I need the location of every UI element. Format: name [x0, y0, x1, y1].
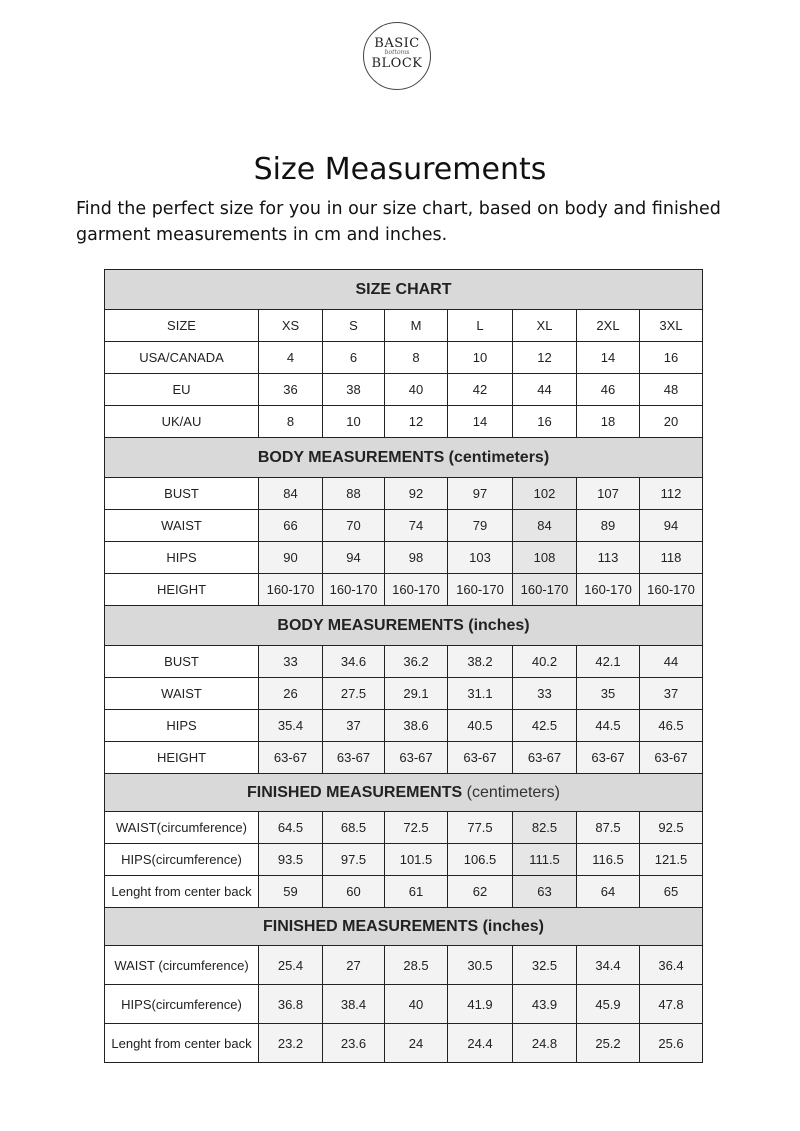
- table-cell: 35.4: [259, 710, 323, 742]
- table-cell: 25.6: [640, 1024, 703, 1063]
- row-label: WAIST(circumference): [105, 812, 259, 844]
- table-cell: 89: [577, 510, 640, 542]
- table-cell: 29.1: [385, 678, 448, 710]
- row-label: WAIST: [105, 678, 259, 710]
- row-label: SIZE: [105, 310, 259, 342]
- section-title-unit: (centimeters): [466, 783, 560, 801]
- row-label: BUST: [105, 478, 259, 510]
- logo-text-script: bottoms: [384, 49, 410, 56]
- table-cell: 10: [323, 406, 385, 438]
- table-cell: 160-170: [640, 574, 703, 606]
- table-cell: 3XL: [640, 310, 703, 342]
- row-label: BUST: [105, 646, 259, 678]
- table-cell: 160-170: [323, 574, 385, 606]
- table-cell: 38: [323, 374, 385, 406]
- section-title: FINISHED MEASUREMENTS: [247, 783, 467, 801]
- row-label: HEIGHT: [105, 742, 259, 774]
- table-cell: XS: [259, 310, 323, 342]
- section-row: [105, 438, 703, 478]
- table-cell: 61: [385, 876, 448, 908]
- table-cell: 8: [385, 342, 448, 374]
- table-cell: 34.4: [577, 946, 640, 985]
- table-cell: 160-170: [513, 574, 577, 606]
- table-cell: 16: [640, 342, 703, 374]
- table-cell: 23.6: [323, 1024, 385, 1063]
- table-cell: 38.6: [385, 710, 448, 742]
- table-cell: 92: [385, 478, 448, 510]
- logo-text-top: BASIC: [374, 36, 420, 51]
- table-cell: 36.2: [385, 646, 448, 678]
- table-cell: L: [448, 310, 513, 342]
- table-cell: 4: [259, 342, 323, 374]
- row-label: Lenght from center back: [105, 876, 259, 908]
- table-row: [105, 310, 703, 342]
- row-label: WAIST: [105, 510, 259, 542]
- table-row: [105, 812, 703, 844]
- table-row: [105, 742, 703, 774]
- table-cell: M: [385, 310, 448, 342]
- table-cell: 112: [640, 478, 703, 510]
- section-header: [105, 908, 703, 946]
- table-cell: 103: [448, 542, 513, 574]
- table-cell: 42.1: [577, 646, 640, 678]
- logo-text-bottom: BLOCK: [371, 56, 423, 71]
- table-cell: 16: [513, 406, 577, 438]
- table-cell: 38.2: [448, 646, 513, 678]
- table-cell: 63-67: [448, 742, 513, 774]
- table-cell: 64: [577, 876, 640, 908]
- table-cell: 82.5: [513, 812, 577, 844]
- row-label: Lenght from center back: [105, 1024, 259, 1063]
- row-label: HIPS: [105, 542, 259, 574]
- table-cell: 72.5: [385, 812, 448, 844]
- table-cell: 14: [448, 406, 513, 438]
- section-title: SIZE CHART: [355, 280, 452, 298]
- size-chart-header-row: [105, 270, 703, 310]
- table-cell: 36.8: [259, 985, 323, 1024]
- table-cell: 74: [385, 510, 448, 542]
- table-cell: 20: [640, 406, 703, 438]
- table-cell: 94: [323, 542, 385, 574]
- table-cell: 107: [577, 478, 640, 510]
- table-cell: 108: [513, 542, 577, 574]
- table-row: [105, 542, 703, 574]
- table-row: [105, 985, 703, 1024]
- table-cell: 93.5: [259, 844, 323, 876]
- table-cell: 24: [385, 1024, 448, 1063]
- table-cell: 38.4: [323, 985, 385, 1024]
- table-cell: 62: [448, 876, 513, 908]
- table-cell: 40.5: [448, 710, 513, 742]
- table-row: [105, 406, 703, 438]
- table-cell: 37: [323, 710, 385, 742]
- row-label: UK/AU: [105, 406, 259, 438]
- table-cell: 32.5: [513, 946, 577, 985]
- table-cell: 59: [259, 876, 323, 908]
- table-cell: 88: [323, 478, 385, 510]
- table-row: [105, 510, 703, 542]
- section-header: [105, 438, 703, 478]
- table-row: [105, 678, 703, 710]
- table-cell: 8: [259, 406, 323, 438]
- table-cell: 44: [513, 374, 577, 406]
- section-row: [105, 606, 703, 646]
- table-row: [105, 946, 703, 985]
- table-row: [105, 574, 703, 606]
- table-cell: 37: [640, 678, 703, 710]
- table-cell: 36.4: [640, 946, 703, 985]
- table-row: [105, 478, 703, 510]
- table-cell: 102: [513, 478, 577, 510]
- row-label: WAIST (circumference): [105, 946, 259, 985]
- section-row: [105, 774, 703, 812]
- table-cell: 12: [385, 406, 448, 438]
- table-row: [105, 374, 703, 406]
- table-row: [105, 646, 703, 678]
- table-cell: 84: [259, 478, 323, 510]
- section-header: [105, 606, 703, 646]
- table-cell: 160-170: [448, 574, 513, 606]
- table-cell: 18: [577, 406, 640, 438]
- section-title: BODY MEASUREMENTS (centimeters): [257, 448, 550, 466]
- table-cell: 48: [640, 374, 703, 406]
- table-cell: 34.6: [323, 646, 385, 678]
- table-cell: 42: [448, 374, 513, 406]
- table-cell: 36: [259, 374, 323, 406]
- table-cell: 24.4: [448, 1024, 513, 1063]
- table-cell: 87.5: [577, 812, 640, 844]
- section-header: [105, 270, 703, 310]
- table-cell: 160-170: [259, 574, 323, 606]
- table-cell: 23.2: [259, 1024, 323, 1063]
- table-cell: 97: [448, 478, 513, 510]
- row-label: HIPS: [105, 710, 259, 742]
- table-cell: 113: [577, 542, 640, 574]
- section-title: BODY MEASUREMENTS (inches): [277, 616, 530, 634]
- table-cell: 25.2: [577, 1024, 640, 1063]
- section-row: [105, 908, 703, 946]
- table-cell: 46.5: [640, 710, 703, 742]
- intro-text: Find the perfect size for you in our size chart, based on body and finished garment measurements in cm and inches.: [76, 199, 721, 245]
- table-cell: 41.9: [448, 985, 513, 1024]
- table-cell: 70: [323, 510, 385, 542]
- table-cell: 64.5: [259, 812, 323, 844]
- table-cell: 26: [259, 678, 323, 710]
- table-row: [105, 342, 703, 374]
- table-cell: 45.9: [577, 985, 640, 1024]
- row-label: HIPS(circumference): [105, 985, 259, 1024]
- table-cell: 31.1: [448, 678, 513, 710]
- section-title: FINISHED MEASUREMENTS (inches): [263, 917, 544, 935]
- table-cell: 43.9: [513, 985, 577, 1024]
- table-cell: XL: [513, 310, 577, 342]
- table-cell: 2XL: [577, 310, 640, 342]
- table-cell: 33: [259, 646, 323, 678]
- table-cell: 84: [513, 510, 577, 542]
- table-cell: 118: [640, 542, 703, 574]
- table-cell: 44: [640, 646, 703, 678]
- table-cell: 98: [385, 542, 448, 574]
- table-cell: 25.4: [259, 946, 323, 985]
- table-row: [105, 876, 703, 908]
- section-header: [105, 774, 703, 812]
- table-cell: 97.5: [323, 844, 385, 876]
- table-cell: 10: [448, 342, 513, 374]
- table-row: [105, 844, 703, 876]
- table-cell: 42.5: [513, 710, 577, 742]
- table-cell: 66: [259, 510, 323, 542]
- table-cell: S: [323, 310, 385, 342]
- table-cell: 12: [513, 342, 577, 374]
- table-cell: 92.5: [640, 812, 703, 844]
- table-cell: 90: [259, 542, 323, 574]
- table-cell: 44.5: [577, 710, 640, 742]
- table-cell: 35: [577, 678, 640, 710]
- table-cell: 24.8: [513, 1024, 577, 1063]
- table-cell: 40.2: [513, 646, 577, 678]
- table-cell: 121.5: [640, 844, 703, 876]
- table-cell: 40: [385, 985, 448, 1024]
- row-label: EU: [105, 374, 259, 406]
- table-cell: 28.5: [385, 946, 448, 985]
- table-cell: 63-67: [323, 742, 385, 774]
- row-label: USA/CANADA: [105, 342, 259, 374]
- table-cell: 63-67: [577, 742, 640, 774]
- table-cell: 30.5: [448, 946, 513, 985]
- table-cell: 6: [323, 342, 385, 374]
- table-cell: 63: [513, 876, 577, 908]
- table-row: [105, 710, 703, 742]
- table-cell: 63-67: [640, 742, 703, 774]
- table-cell: 46: [577, 374, 640, 406]
- table-cell: 77.5: [448, 812, 513, 844]
- table-cell: 116.5: [577, 844, 640, 876]
- table-cell: 27.5: [323, 678, 385, 710]
- row-label: HIPS(circumference): [105, 844, 259, 876]
- page-title: Size Measurements: [253, 152, 547, 187]
- brand-logo: [363, 22, 431, 90]
- table-cell: 40: [385, 374, 448, 406]
- table-cell: 47.8: [640, 985, 703, 1024]
- table-cell: 63-67: [385, 742, 448, 774]
- table-cell: 68.5: [323, 812, 385, 844]
- table-cell: 94: [640, 510, 703, 542]
- table-cell: 101.5: [385, 844, 448, 876]
- table-row: [105, 1024, 703, 1063]
- table-cell: 160-170: [385, 574, 448, 606]
- size-chart-table: [104, 269, 703, 1063]
- table-cell: 111.5: [513, 844, 577, 876]
- table-cell: 33: [513, 678, 577, 710]
- table-cell: 14: [577, 342, 640, 374]
- table-cell: 63-67: [259, 742, 323, 774]
- table-cell: 160-170: [577, 574, 640, 606]
- table-cell: 63-67: [513, 742, 577, 774]
- table-cell: 79: [448, 510, 513, 542]
- row-label: HEIGHT: [105, 574, 259, 606]
- table-cell: 65: [640, 876, 703, 908]
- table-cell: 27: [323, 946, 385, 985]
- table-cell: 106.5: [448, 844, 513, 876]
- table-cell: 60: [323, 876, 385, 908]
